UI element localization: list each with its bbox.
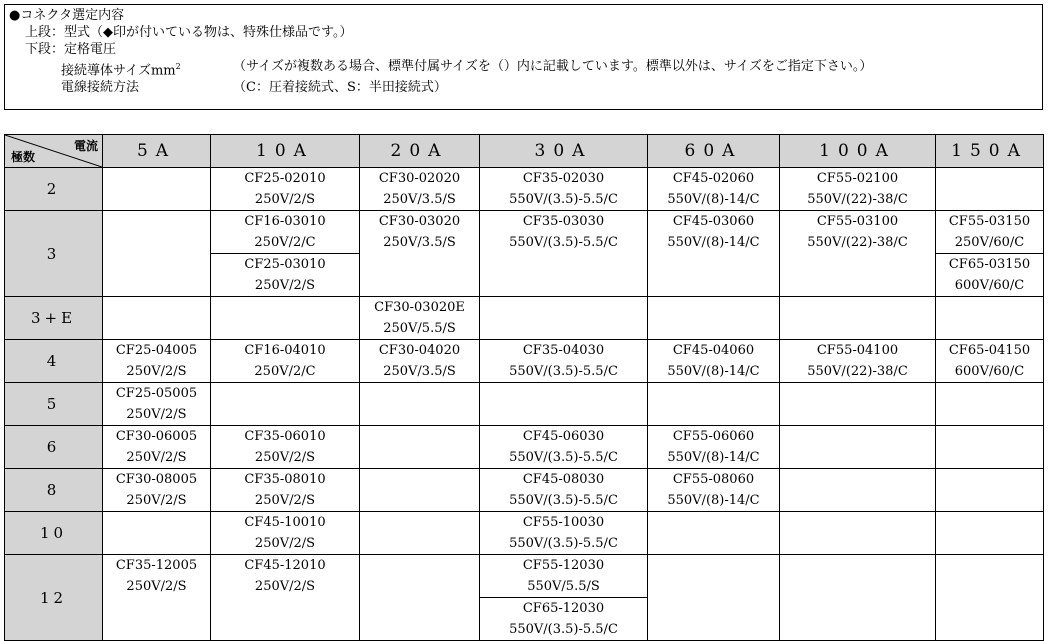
current-label: 電流 bbox=[73, 139, 98, 153]
cell-part-upper: CF55-12030 550V/5.5/S bbox=[522, 558, 605, 594]
connection-method-label: 電線接続方法 bbox=[61, 80, 140, 96]
table-cell-split bbox=[480, 555, 648, 641]
header-30a: 30A bbox=[480, 135, 648, 168]
table-cell-empty bbox=[360, 383, 480, 426]
cell-part-upper: CF55-03150 250V/60/C bbox=[948, 214, 1031, 250]
poles-label: 極数 bbox=[11, 150, 36, 164]
table-cell-empty bbox=[936, 512, 1044, 555]
table-cell: CF30-08005 250V/2/S bbox=[103, 469, 211, 512]
cell-part-lower: CF65-03150 600V/60/C bbox=[936, 253, 1043, 296]
table-cell-empty bbox=[936, 555, 1044, 641]
connector-selection-table bbox=[4, 134, 1044, 641]
table-cell-empty bbox=[936, 383, 1044, 426]
table-cell-empty bbox=[360, 512, 480, 555]
table-cell: CF30-04020 250V/3.5/S bbox=[360, 340, 480, 383]
table-cell-split bbox=[211, 211, 360, 297]
table-cell: CF25-05005 250V/2/S bbox=[103, 383, 211, 426]
table-row-12 bbox=[5, 555, 1044, 641]
table-cell: CF55-04100 550V/(22)-38/C bbox=[780, 340, 936, 383]
table-cell: CF35-12005 250V/2/S bbox=[103, 555, 211, 641]
table-row-8 bbox=[5, 469, 1044, 512]
conductor-size-label: 接続導体サイズ$mm^2$ bbox=[61, 62, 181, 79]
notes-conductor-size bbox=[9, 58, 1042, 79]
table-cell-empty bbox=[936, 469, 1044, 512]
table-cell: CF55-03100 550V/(22)-38/C bbox=[780, 211, 936, 297]
table-cell-empty bbox=[780, 469, 936, 512]
table-cell: CF45-08030 550V/(3.5)-5.5/C bbox=[480, 469, 648, 512]
table-cell-empty bbox=[360, 469, 480, 512]
table-cell-empty bbox=[103, 297, 211, 340]
table-cell-empty bbox=[648, 383, 780, 426]
table-cell: CF65-04150 600V/60/C bbox=[936, 340, 1044, 383]
table-cell: CF55-10030 550V/(3.5)-5.5/C bbox=[480, 512, 648, 555]
table-cell-empty bbox=[780, 555, 936, 641]
table-cell: CF55-02100 550V/(22)-38/C bbox=[780, 168, 936, 211]
notes-lower-row: 下段：定格電圧 bbox=[25, 42, 117, 57]
table-cell: CF35-04030 550V/(3.5)-5.5/C bbox=[480, 340, 648, 383]
table-cell-empty bbox=[780, 426, 936, 469]
table-cell: CF45-04060 550V/(8)-14/C bbox=[648, 340, 780, 383]
header-20a: 20A bbox=[360, 135, 480, 168]
table-cell: CF25-04005 250V/2/S bbox=[103, 340, 211, 383]
header-10a: 10A bbox=[211, 135, 360, 168]
table-row-5 bbox=[5, 383, 1044, 426]
table-cell: CF25-02010 250V/2/S bbox=[211, 168, 360, 211]
table-row-10 bbox=[5, 512, 1044, 555]
header-100a: 100A bbox=[780, 135, 936, 168]
table-cell-empty bbox=[360, 555, 480, 641]
pole-count: 2 bbox=[5, 168, 103, 211]
table-cell-split bbox=[936, 211, 1044, 297]
table-cell: CF35-02030 550V/(3.5)-5.5/C bbox=[480, 168, 648, 211]
table-cell: CF45-12010 250V/2/S bbox=[211, 555, 360, 641]
table-cell-empty bbox=[648, 555, 780, 641]
pole-count: 6 bbox=[5, 426, 103, 469]
pole-count: 4 bbox=[5, 340, 103, 383]
table-cell-empty bbox=[103, 168, 211, 211]
header-150a: 150A bbox=[936, 135, 1044, 168]
table-cell-empty bbox=[648, 512, 780, 555]
table-cell-empty bbox=[480, 383, 648, 426]
table-cell: CF30-06005 250V/2/S bbox=[103, 426, 211, 469]
table-cell: CF30-03020E 250V/5.5/S bbox=[360, 297, 480, 340]
table-cell-empty bbox=[103, 512, 211, 555]
table-row-3 bbox=[5, 211, 1044, 297]
table-cell-empty bbox=[103, 211, 211, 297]
table-cell-empty bbox=[780, 383, 936, 426]
pole-count: 10 bbox=[5, 512, 103, 555]
table-cell: CF35-06010 250V/2/S bbox=[211, 426, 360, 469]
table-cell: CF45-10010 250V/2/S bbox=[211, 512, 360, 555]
table-cell: CF45-03060 550V/(8)-14/C bbox=[648, 211, 780, 297]
table-cell: CF30-02020 250V/3.5/S bbox=[360, 168, 480, 211]
table-row-6 bbox=[5, 426, 1044, 469]
conductor-size-text: （サイズが複数ある場合、標準付属サイズを（）内に記載しています。標準以外は、サイズをご指定下さい。） bbox=[233, 59, 873, 74]
table-cell: CF16-04010 250V/2/C bbox=[211, 340, 360, 383]
table-cell-empty bbox=[648, 297, 780, 340]
table-cell-empty bbox=[211, 297, 360, 340]
pole-count: 8 bbox=[5, 469, 103, 512]
table-cell-empty bbox=[211, 383, 360, 426]
pole-count: 3 bbox=[5, 211, 103, 297]
table-cell: CF55-08060 550V/(8)-14/C bbox=[648, 469, 780, 512]
table-cell: CF35-03030 550V/(3.5)-5.5/C bbox=[480, 211, 648, 297]
header-5a: 5A bbox=[103, 135, 211, 168]
table-row-3e bbox=[5, 297, 1044, 340]
table-cell-empty bbox=[480, 297, 648, 340]
table-row-2 bbox=[5, 168, 1044, 211]
connection-method-text: （C：圧着接続式、S：半田接続式） bbox=[233, 80, 447, 96]
pole-count: 3+E bbox=[5, 297, 103, 340]
table-cell-empty bbox=[936, 297, 1044, 340]
table-cell-empty bbox=[780, 512, 936, 555]
corner-header bbox=[5, 135, 103, 168]
table-cell: CF45-06030 550V/(3.5)-5.5/C bbox=[480, 426, 648, 469]
table-cell: CF45-02060 550V/(8)-14/C bbox=[648, 168, 780, 211]
header-60a: 60A bbox=[648, 135, 780, 168]
table-cell-empty bbox=[780, 297, 936, 340]
notes-upper-row: 上段：型式（◆印が付いている物は、特殊仕様品です。） bbox=[25, 25, 353, 40]
notes-title: ●コネクタ選定内容 bbox=[9, 8, 125, 23]
table-cell: CF30-03020 250V/3.5/S bbox=[360, 211, 480, 297]
table-cell: CF55-06060 550V/(8)-14/C bbox=[648, 426, 780, 469]
table-cell-empty bbox=[936, 426, 1044, 469]
table-cell: CF35-08010 250V/2/S bbox=[211, 469, 360, 512]
header-row bbox=[5, 135, 1044, 168]
table-row-4 bbox=[5, 340, 1044, 383]
pole-count: 12 bbox=[5, 555, 103, 641]
table-cell-empty bbox=[360, 426, 480, 469]
notes-connection-method bbox=[9, 79, 1042, 96]
table-cell-empty bbox=[936, 168, 1044, 211]
selection-notes-box bbox=[4, 4, 1043, 110]
cell-part-lower: CF25-03010 250V/2/S bbox=[211, 253, 359, 296]
cell-part-upper: CF16-03010 250V/2/C bbox=[244, 214, 326, 250]
pole-count: 5 bbox=[5, 383, 103, 426]
cell-part-lower: CF65-12030 550V/(3.5)-5.5/C bbox=[480, 597, 647, 640]
